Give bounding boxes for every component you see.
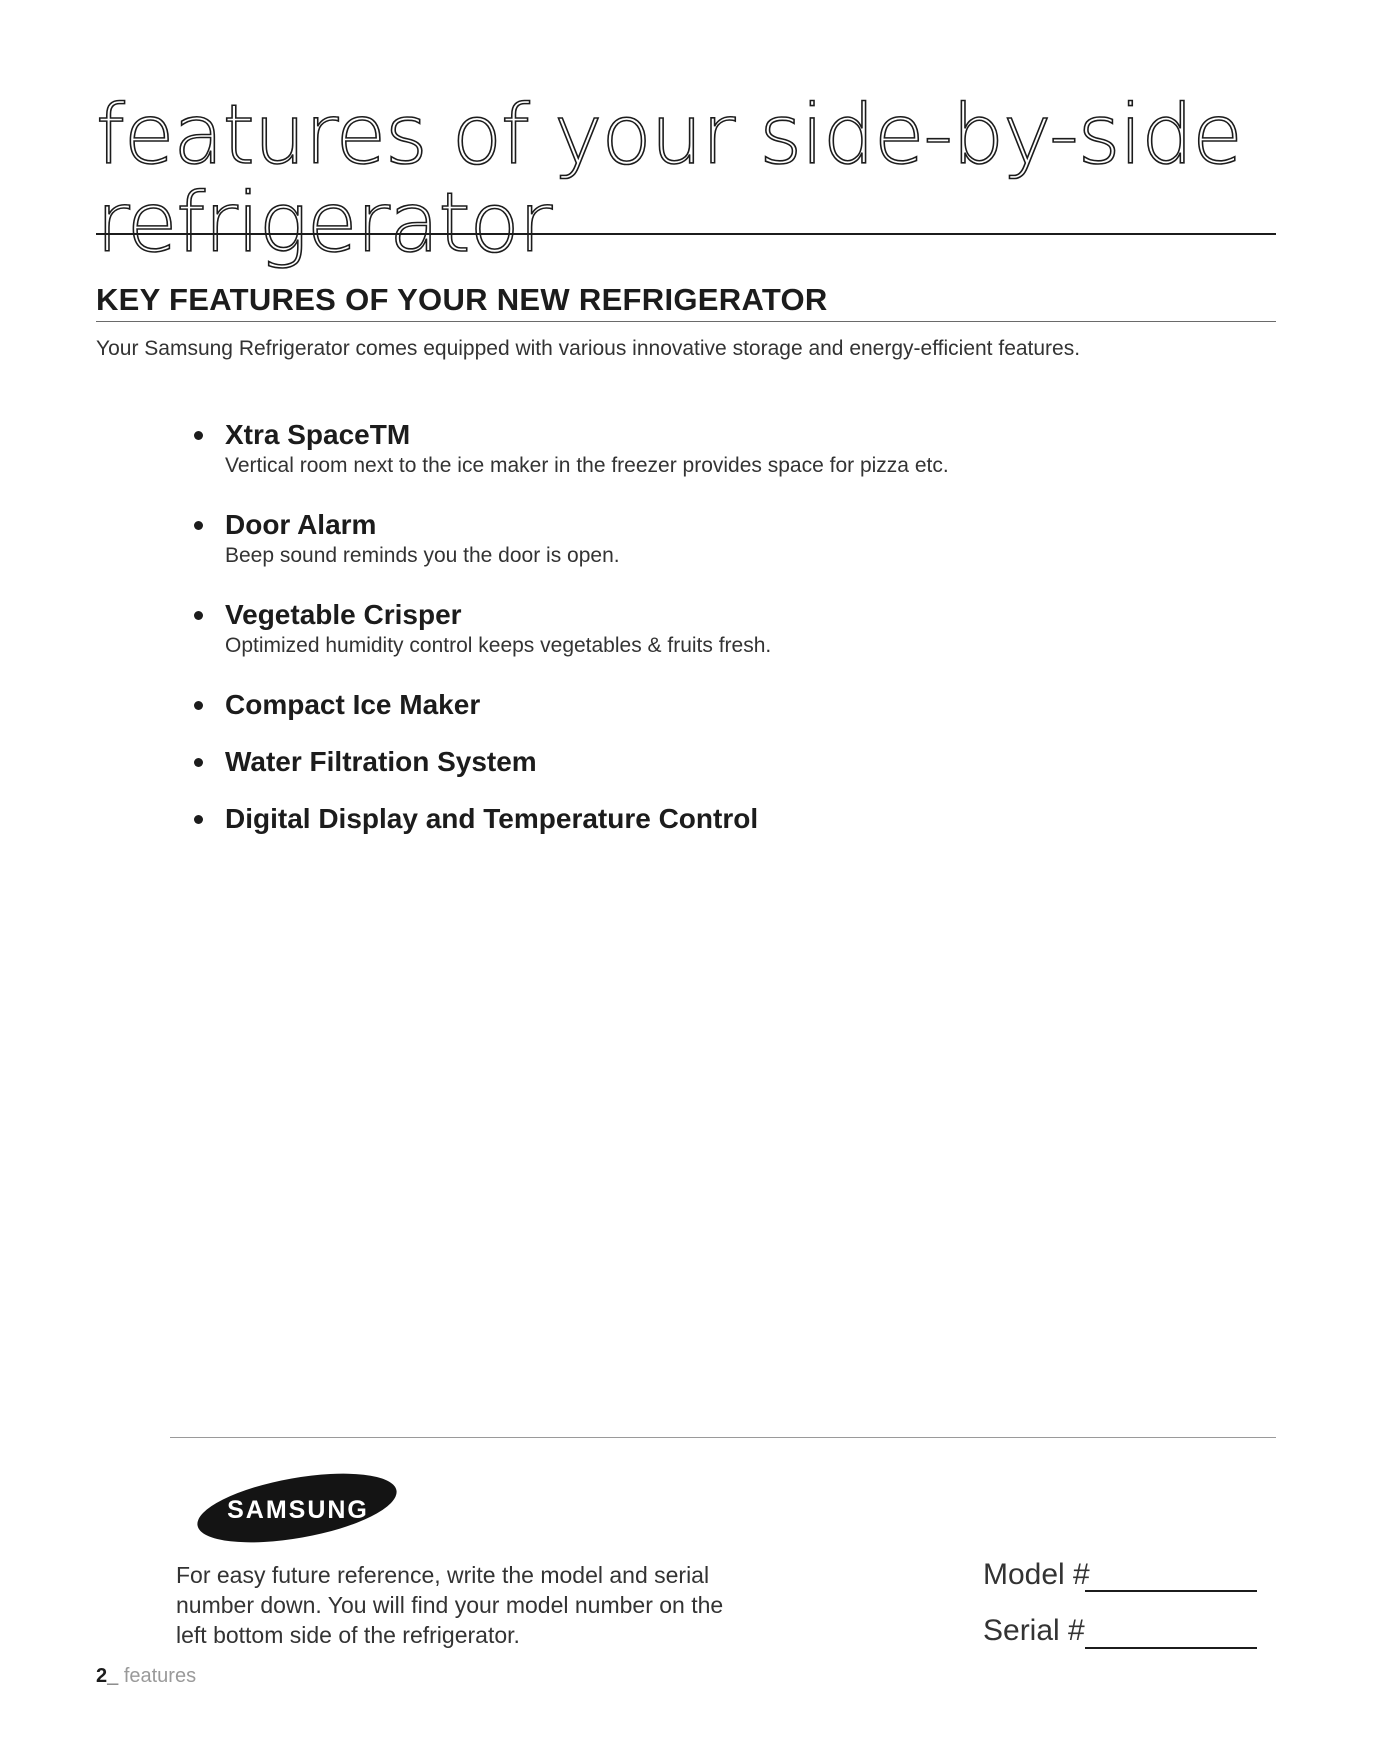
section-rule xyxy=(96,321,1276,322)
samsung-logo xyxy=(195,1468,400,1544)
bullet-icon xyxy=(194,815,203,824)
intro-text: Your Samsung Refrigerator comes equipped with various innovative storage and energy-efficient features. xyxy=(96,337,1081,360)
model-label: Model # xyxy=(983,1558,1090,1591)
feature-item xyxy=(190,688,1190,745)
feature-item xyxy=(190,418,1190,508)
title-rule xyxy=(96,233,1276,235)
feature-item xyxy=(190,508,1190,598)
footer-rule xyxy=(170,1437,1276,1438)
feature-name: Compact Ice Maker xyxy=(225,689,481,720)
bullet-icon xyxy=(194,758,203,767)
serial-blank-line xyxy=(1085,1647,1257,1649)
feature-name: Water Filtration System xyxy=(225,746,537,777)
samsung-logo-text: SAMSUNG xyxy=(227,1496,369,1524)
section-heading: KEY FEATURES OF YOUR NEW REFRIGERATOR xyxy=(96,282,828,317)
bullet-icon xyxy=(194,611,203,620)
bullet-icon xyxy=(194,521,203,530)
feature-name: Xtra SpaceTM xyxy=(225,419,411,450)
page-number: 2_ xyxy=(96,1665,119,1687)
feature-name: Vegetable Crisper xyxy=(225,599,462,630)
feature-description: Vertical room next to the ice maker in the freezer provides space for pizza etc. xyxy=(225,454,949,477)
page-title: features of your side-by-side refrigerator xyxy=(96,88,1242,271)
feature-item xyxy=(190,598,1190,688)
feature-name: Door Alarm xyxy=(225,509,377,540)
serial-label: Serial # xyxy=(983,1614,1085,1647)
bullet-icon xyxy=(194,701,203,710)
feature-description: Optimized humidity control keeps vegetables & fruits fresh. xyxy=(225,634,772,657)
page-footer xyxy=(96,1665,196,1688)
feature-list xyxy=(190,418,1190,859)
feature-item xyxy=(190,802,1190,859)
model-blank-line xyxy=(1085,1590,1257,1592)
feature-name: Digital Display and Temperature Control xyxy=(225,803,759,834)
bullet-icon xyxy=(194,431,203,440)
feature-item xyxy=(190,745,1190,802)
reference-note: For easy future reference, write the model and serial number down. You will find your model number on the left bottom side of the refrigerator. xyxy=(176,1562,724,1648)
page-section-name: features xyxy=(123,1665,197,1687)
feature-description: Beep sound reminds you the door is open. xyxy=(225,544,620,567)
